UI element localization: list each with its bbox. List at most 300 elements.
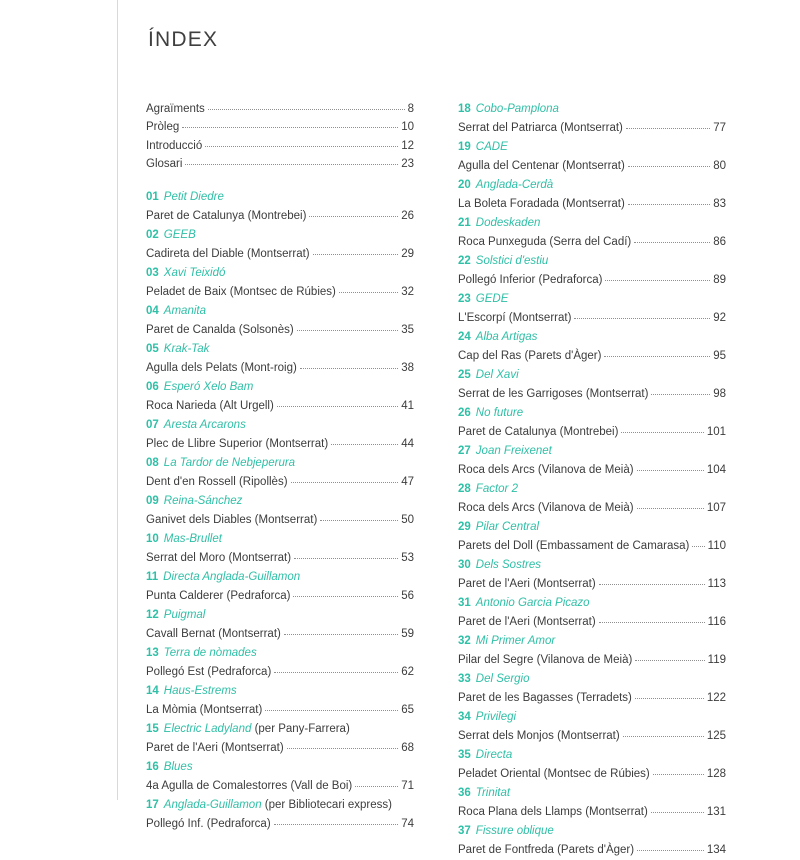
route-crag: Paret de Catalunya (Montrebei) — [146, 209, 307, 222]
route-crag: Pollegó Inferior (Pedraforca) — [458, 274, 603, 286]
route-crag: Serrat del Patriarca (Montserrat) — [458, 122, 623, 134]
route-entry[interactable] — [458, 252, 726, 290]
route-crag: Serrat del Moro (Montserrat) — [146, 551, 292, 564]
route-crag-line — [458, 385, 726, 404]
route-list-left — [146, 188, 414, 834]
leader-dots — [623, 736, 704, 737]
page-margin-rule — [117, 0, 118, 800]
route-crag-line — [146, 815, 414, 834]
route-crag: Paret de l'Aeri (Montserrat) — [146, 741, 284, 754]
route-entry[interactable] — [458, 442, 726, 480]
leader-dots — [635, 660, 704, 661]
route-crag: Roca Plana dels Llamps (Montserrat) — [458, 806, 648, 818]
route-name: CADE — [475, 141, 508, 153]
route-crag: Peladet de Baix (Montsec de Rúbies) — [146, 285, 336, 298]
route-name-note: (per Pany-Farrera) — [251, 722, 350, 735]
front-matter-page: 10 — [401, 121, 414, 134]
route-number: 20 — [458, 179, 471, 191]
route-title-line — [146, 530, 414, 549]
route-crag: Paret de les Bagasses (Terradets) — [458, 692, 632, 704]
route-crag: Paret de l'Aeri (Montserrat) — [458, 616, 596, 628]
route-page: 65 — [401, 703, 414, 716]
leader-dots — [274, 824, 399, 825]
route-entry[interactable] — [146, 340, 414, 378]
route-title-line — [146, 720, 414, 739]
route-name: Mi Primer Amor — [475, 635, 556, 647]
route-crag-line — [146, 435, 414, 454]
route-name: Blues — [163, 760, 193, 773]
route-number: 32 — [458, 635, 471, 647]
route-entry[interactable] — [146, 644, 414, 682]
route-crag-line — [146, 511, 414, 530]
leader-dots — [635, 698, 704, 699]
route-name: Factor 2 — [475, 483, 518, 495]
route-page: 104 — [706, 464, 726, 476]
route-number: 01 — [146, 190, 159, 203]
route-entry[interactable] — [146, 264, 414, 302]
route-crag-line — [458, 765, 726, 784]
index-columns — [146, 100, 766, 860]
route-entry[interactable] — [458, 328, 726, 366]
route-name: Mas-Brullet — [163, 532, 222, 545]
route-entry[interactable] — [146, 378, 414, 416]
leader-dots — [277, 406, 398, 407]
route-number: 08 — [146, 456, 159, 469]
route-crag-line — [458, 803, 726, 822]
leader-dots — [628, 166, 710, 167]
route-number: 16 — [146, 760, 159, 773]
route-title-line — [458, 784, 726, 803]
route-crag: Agulla del Centenar (Montserrat) — [458, 160, 625, 172]
front-matter-page: 12 — [401, 139, 414, 152]
route-title-line — [458, 556, 726, 575]
route-number: 23 — [458, 293, 471, 305]
route-number: 21 — [458, 217, 471, 229]
route-crag: Parets del Doll (Embassament de Camarasa) — [458, 540, 690, 552]
route-page: 71 — [401, 779, 414, 792]
route-name: Xavi Teixidó — [163, 266, 226, 279]
route-page: 41 — [401, 399, 414, 412]
route-crag: Ganivet dels Diables (Montserrat) — [146, 513, 318, 526]
route-page: 101 — [706, 426, 726, 438]
route-entry[interactable] — [146, 530, 414, 568]
route-crag: Pollegó Inf. (Pedraforca) — [146, 817, 271, 830]
route-name: Puigmal — [163, 608, 206, 621]
leader-dots — [628, 204, 710, 205]
route-crag-line — [458, 423, 726, 442]
route-crag-line — [146, 321, 414, 340]
route-page: 35 — [401, 323, 414, 336]
route-name: Anglada-Cerdà — [475, 179, 554, 191]
route-entry[interactable] — [458, 214, 726, 252]
route-crag-line — [146, 283, 414, 302]
route-title-line — [458, 366, 726, 385]
route-page: 110 — [707, 540, 726, 552]
route-title-line — [146, 644, 414, 663]
list-item[interactable] — [146, 118, 414, 136]
route-entry[interactable] — [458, 290, 726, 328]
route-page: 56 — [401, 589, 414, 602]
route-title-line — [146, 226, 414, 245]
route-crag: Cadireta del Diable (Montserrat) — [146, 247, 310, 260]
leader-dots — [651, 812, 704, 813]
route-page: 98 — [713, 388, 726, 400]
route-crag-line — [458, 157, 726, 176]
front-matter-list — [146, 100, 414, 174]
route-title-line — [458, 214, 726, 233]
route-entry[interactable] — [458, 594, 726, 632]
route-title-line — [146, 682, 414, 701]
route-number: 07 — [146, 418, 159, 431]
route-page: 80 — [713, 160, 726, 172]
route-number: 34 — [458, 711, 471, 723]
route-page: 62 — [401, 665, 414, 678]
leader-dots — [692, 546, 704, 547]
leader-dots — [182, 127, 398, 128]
route-name: Alba Artigas — [475, 331, 538, 343]
route-crag-line — [458, 499, 726, 518]
front-matter-label: Agraïments — [146, 103, 205, 115]
route-crag: Cavall Bernat (Montserrat) — [146, 627, 281, 640]
route-number: 24 — [458, 331, 471, 343]
route-entry[interactable] — [146, 606, 414, 644]
route-name: Krak-Tak — [163, 342, 210, 355]
route-title-line — [458, 290, 726, 309]
route-crag: Serrat dels Monjos (Montserrat) — [458, 730, 620, 742]
route-crag: Punta Calderer (Pedraforca) — [146, 589, 291, 602]
route-number: 04 — [146, 304, 159, 317]
route-page: 50 — [401, 513, 414, 526]
route-number: 19 — [458, 141, 471, 153]
route-entry[interactable] — [458, 708, 726, 746]
route-name: Aresta Arcarons — [163, 418, 246, 431]
route-crag-line — [146, 701, 414, 720]
route-entry[interactable] — [146, 454, 414, 492]
route-number: 31 — [458, 597, 471, 609]
route-entry[interactable] — [458, 176, 726, 214]
route-crag: Serrat de les Garrigoses (Montserrat) — [458, 388, 649, 400]
route-name: Del Xavi — [475, 369, 519, 381]
route-entry[interactable] — [458, 784, 726, 822]
route-name: Reina-Sánchez — [163, 494, 243, 507]
leader-dots — [339, 292, 398, 293]
route-crag-line — [458, 347, 726, 366]
leader-dots — [208, 109, 405, 110]
route-title-line — [458, 328, 726, 347]
route-number: 26 — [458, 407, 471, 419]
route-number: 22 — [458, 255, 471, 267]
route-entry[interactable] — [146, 568, 414, 606]
route-crag: Roca dels Arcs (Vilanova de Meià) — [458, 464, 634, 476]
route-title-line — [458, 670, 726, 689]
list-item[interactable] — [146, 100, 414, 118]
route-name: Anglada-Guillamon — [163, 798, 262, 811]
route-entry[interactable] — [146, 796, 414, 834]
route-name: Cobo-Pamplona — [475, 103, 559, 115]
route-crag: Agulla dels Pelats (Mont-roig) — [146, 361, 297, 374]
route-crag-line — [146, 359, 414, 378]
index-column-right — [458, 100, 726, 860]
route-number: 25 — [458, 369, 471, 381]
route-name: Dodeskaden — [475, 217, 541, 229]
route-crag: Paret de Catalunya (Montrebei) — [458, 426, 619, 438]
route-number: 05 — [146, 342, 159, 355]
front-matter-label: Introducció — [146, 139, 203, 152]
leader-dots — [309, 216, 398, 217]
route-page: 26 — [401, 209, 414, 222]
route-crag-line — [458, 233, 726, 252]
route-number: 11 — [146, 570, 159, 583]
route-crag: Plec de Llibre Superior (Montserrat) — [146, 437, 329, 450]
list-item[interactable] — [146, 137, 414, 155]
route-crag-line — [146, 777, 414, 796]
route-crag-line — [458, 271, 726, 290]
route-crag: Pilar del Segre (Vilanova de Meià) — [458, 654, 633, 666]
route-entry[interactable] — [458, 670, 726, 708]
route-number: 03 — [146, 266, 159, 279]
route-crag: Pollegó Est (Pedraforca) — [146, 665, 272, 678]
route-number: 12 — [146, 608, 159, 621]
route-number: 09 — [146, 494, 159, 507]
route-entry[interactable] — [146, 188, 414, 226]
route-page: 83 — [713, 198, 726, 210]
route-page: 92 — [713, 312, 726, 324]
route-name: Haus-Estrems — [163, 684, 237, 697]
route-name: Privilegi — [475, 711, 517, 723]
route-title-line — [458, 252, 726, 271]
route-crag-line — [458, 575, 726, 594]
route-crag: Roca Narieda (Alt Urgell) — [146, 399, 274, 412]
route-number: 33 — [458, 673, 471, 685]
route-crag-line — [458, 689, 726, 708]
route-name: GEDE — [475, 293, 509, 305]
route-crag: L'Escorpí (Montserrat) — [458, 312, 572, 324]
route-name: Amanita — [163, 304, 206, 317]
route-title-line — [458, 138, 726, 157]
route-name: Directa Anglada-Guillamon — [163, 570, 301, 583]
route-entry[interactable] — [458, 556, 726, 594]
route-crag: Paret de l'Aeri (Montserrat) — [458, 578, 596, 590]
route-number: 30 — [458, 559, 471, 571]
leader-dots — [574, 318, 710, 319]
route-crag-line — [458, 841, 726, 860]
route-crag: Peladet Oriental (Montsec de Rúbies) — [458, 768, 650, 780]
route-title-line — [146, 568, 414, 587]
route-crag-line — [146, 245, 414, 264]
route-number: 29 — [458, 521, 471, 533]
route-page: 125 — [706, 730, 726, 742]
route-crag-line — [458, 651, 726, 670]
route-page: 89 — [713, 274, 726, 286]
route-page: 131 — [706, 806, 726, 818]
route-crag-line — [458, 461, 726, 480]
leader-dots — [313, 254, 399, 255]
route-crag: Roca Punxeguda (Serra del Cadí) — [458, 236, 632, 248]
route-crag-line — [146, 549, 414, 568]
spacer — [146, 174, 414, 188]
route-number: 18 — [458, 103, 471, 115]
route-title-line — [458, 822, 726, 841]
route-title-line — [458, 518, 726, 537]
leader-dots — [653, 774, 704, 775]
route-page: 44 — [401, 437, 414, 450]
leader-dots — [621, 432, 703, 433]
route-crag-line — [458, 195, 726, 214]
route-crag-line — [458, 309, 726, 328]
route-title-line — [458, 746, 726, 765]
leader-dots — [637, 508, 704, 509]
route-crag-line — [458, 537, 726, 556]
route-name: Antonio Garcia Picazo — [475, 597, 590, 609]
route-entry[interactable] — [146, 492, 414, 530]
route-crag-line — [458, 727, 726, 746]
route-entry[interactable] — [458, 746, 726, 784]
route-crag: Roca dels Arcs (Vilanova de Meià) — [458, 502, 634, 514]
route-entry[interactable] — [458, 404, 726, 442]
route-title-line — [146, 378, 414, 397]
route-crag: La Boleta Foradada (Montserrat) — [458, 198, 625, 210]
leader-dots — [331, 444, 398, 445]
leader-dots — [297, 330, 399, 331]
route-name: Petit Diedre — [163, 190, 224, 203]
route-name: Solstici d'estiu — [475, 255, 549, 267]
route-title-line — [458, 100, 726, 119]
route-crag-line — [146, 625, 414, 644]
route-entry[interactable] — [458, 822, 726, 860]
route-page: 74 — [401, 817, 414, 830]
route-entry[interactable] — [458, 100, 726, 138]
leader-dots — [274, 672, 398, 673]
route-title-line — [458, 632, 726, 651]
leader-dots — [626, 128, 710, 129]
route-entry[interactable] — [458, 138, 726, 176]
route-number: 06 — [146, 380, 159, 393]
leader-dots — [637, 470, 704, 471]
route-entry[interactable] — [458, 480, 726, 518]
route-title-line — [458, 176, 726, 195]
route-crag-line — [146, 739, 414, 758]
route-title-line — [146, 188, 414, 207]
route-crag-line — [146, 587, 414, 606]
route-crag-line — [146, 397, 414, 416]
list-item[interactable] — [146, 155, 414, 173]
route-page: 134 — [706, 844, 726, 856]
route-name-note: (per Bibliotecari express) — [261, 798, 392, 811]
route-page: 47 — [401, 475, 414, 488]
route-title-line — [458, 594, 726, 613]
route-title-line — [146, 264, 414, 283]
route-list-right — [458, 100, 726, 860]
route-page: 95 — [713, 350, 726, 362]
route-name: GEEB — [163, 228, 196, 241]
route-title-line — [146, 606, 414, 625]
route-number: 02 — [146, 228, 159, 241]
leader-dots — [265, 710, 398, 711]
route-page: 128 — [706, 768, 726, 780]
route-number: 14 — [146, 684, 159, 697]
route-title-line — [458, 442, 726, 461]
route-entry[interactable] — [146, 416, 414, 454]
route-crag: 4a Agulla de Comalestorres (Vall de Boi) — [146, 779, 353, 792]
leader-dots — [637, 850, 704, 851]
route-name: No future — [475, 407, 524, 419]
route-number: 28 — [458, 483, 471, 495]
leader-dots — [293, 596, 398, 597]
route-name: Joan Freixenet — [475, 445, 552, 457]
route-number: 37 — [458, 825, 471, 837]
route-crag: Cap del Ras (Parets d'Àger) — [458, 350, 602, 362]
route-page: 107 — [706, 502, 726, 514]
leader-dots — [294, 558, 398, 559]
route-number: 15 — [146, 722, 159, 735]
front-matter-page: 8 — [407, 103, 414, 115]
route-page: 68 — [401, 741, 414, 754]
route-crag-line — [458, 119, 726, 138]
route-title-line — [146, 416, 414, 435]
front-matter-label: Pròleg — [146, 121, 180, 134]
leader-dots — [605, 280, 710, 281]
route-crag: Paret de Canalda (Solsonès) — [146, 323, 294, 336]
leader-dots — [291, 482, 399, 483]
leader-dots — [604, 356, 710, 357]
route-crag: Paret de Fontfreda (Parets d'Àger) — [458, 844, 635, 856]
route-crag-line — [146, 473, 414, 492]
front-matter-label: Glosari — [146, 158, 183, 171]
route-number: 36 — [458, 787, 471, 799]
leader-dots — [287, 748, 399, 749]
leader-dots — [355, 786, 398, 787]
route-page: 116 — [707, 616, 726, 628]
route-page: 86 — [713, 236, 726, 248]
leader-dots — [300, 368, 398, 369]
leader-dots — [651, 394, 710, 395]
route-page: 53 — [401, 551, 414, 564]
route-entry[interactable] — [146, 682, 414, 720]
route-page: 122 — [706, 692, 726, 704]
route-title-line — [146, 340, 414, 359]
route-page: 29 — [401, 247, 414, 260]
route-page: 119 — [707, 654, 726, 666]
route-crag-line — [458, 613, 726, 632]
front-matter-page: 23 — [401, 158, 414, 171]
route-number: 13 — [146, 646, 159, 659]
route-name: Electric Ladyland — [163, 722, 252, 735]
route-name: Fissure oblique — [475, 825, 554, 837]
route-entry[interactable] — [146, 758, 414, 796]
index-column-left — [146, 100, 414, 860]
route-title-line — [146, 454, 414, 473]
route-page: 38 — [401, 361, 414, 374]
route-crag: Dent d'en Rossell (Ripollès) — [146, 475, 288, 488]
route-entry[interactable] — [146, 302, 414, 340]
route-name: Trinitat — [475, 787, 511, 799]
route-title-line — [458, 708, 726, 727]
route-page: 113 — [707, 578, 726, 590]
route-entry[interactable] — [458, 632, 726, 670]
route-number: 10 — [146, 532, 159, 545]
route-number: 35 — [458, 749, 471, 761]
route-entry[interactable] — [146, 720, 414, 758]
route-crag-line — [146, 663, 414, 682]
route-crag-line — [146, 207, 414, 226]
route-entry[interactable] — [458, 366, 726, 404]
route-name: Terra de nòmades — [163, 646, 257, 659]
route-entry[interactable] — [146, 226, 414, 264]
page-title: ÍNDEX — [148, 28, 219, 51]
route-title-line — [458, 404, 726, 423]
route-entry[interactable] — [458, 518, 726, 556]
leader-dots — [634, 242, 710, 243]
